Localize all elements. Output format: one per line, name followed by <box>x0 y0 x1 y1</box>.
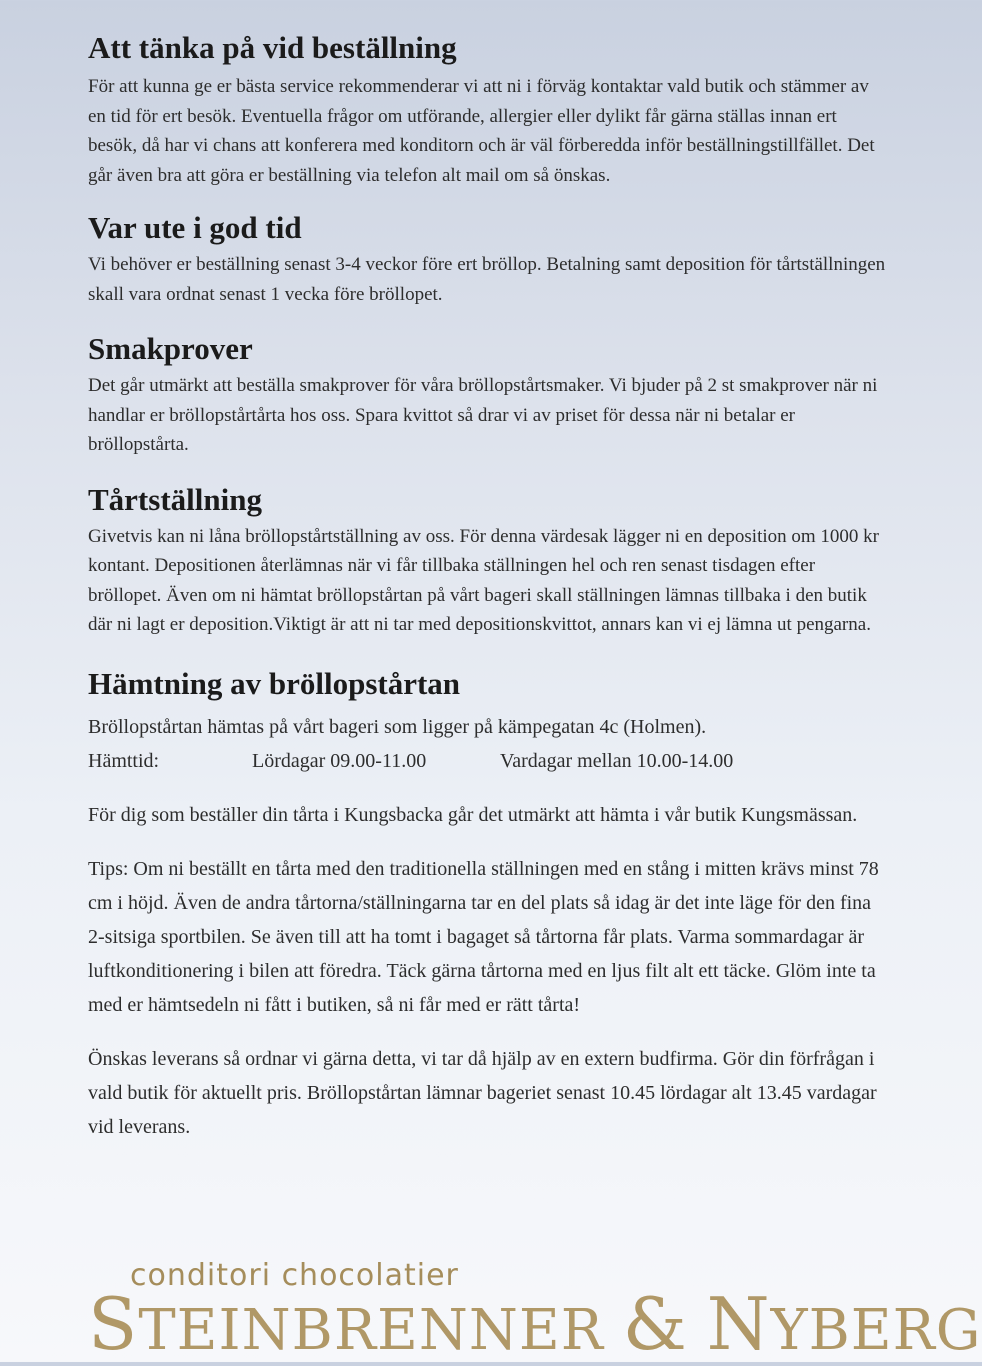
heading-tasting: Smakprover <box>88 331 253 366</box>
heading-in-good-time: Var ute i god tid <box>88 210 302 245</box>
paragraph-in-good-time: Vi behöver er beställning senast 3-4 veckor före ert bröllop. Betalning samt deposition för tårtställningen skall vara ordnat senast 1 vecka före bröllopet. <box>88 254 886 305</box>
paragraph-tips: Tips: Om ni beställt en tårta med den traditionella ställningen med en stång i mitten krävs minst 78 cm i höjd. Även de andra tårtorna/ställningarna tar en del plats så idag är det inte läge för den fina 2-sitsiga sportbilen. Se även till att ha tomt i bagaget så tårtorna får plats. Varma sommardagar är luftkonditionering i bilen att föredra. Täck gärna tårtorna med en ljus filt alt ett täcke. Glöm inte ta med er hämtsedeln ni fått i butiken, så ni får med er rätt tårta! <box>88 857 879 1016</box>
section-cake-stand <box>88 482 888 640</box>
pickup-hours-weekdays: Vardagar mellan 10.00-14.00 <box>500 749 734 772</box>
pickup-hours-label: Hämttid: <box>88 749 160 772</box>
section-in-good-time <box>88 210 888 309</box>
paragraph-kungsbacka: För dig som beställer din tårta i Kungsbacka går det utmärkt att hämta i vår butik Kungsmässan. <box>88 803 858 826</box>
pickup-hours-row <box>88 744 888 778</box>
brand-logo <box>88 1258 982 1366</box>
section-pickup <box>88 666 888 1144</box>
paragraph-pickup-location: Bröllopstårtan hämtas på vårt bageri som ligger på kämpegatan 4c (Holmen). <box>88 715 707 738</box>
paragraph-ordering: För att kunna ge er bästa service rekommenderar vi att ni i förväg kontaktar vald butik och stämmer av en tid för ert besök. Eventuella frågor om utförande, allergier eller dylikt får gärna ställas innan ert besök, då har vi chans att konferera med konditorn och är väl förberedda inför beställningstillfället. Det går även bra att göra er beställning via telefon alt mail om så önskas. <box>88 76 875 186</box>
document-body <box>88 30 888 1144</box>
heading-cake-stand: Tårtställning <box>88 481 262 517</box>
paragraph-delivery: Önskas leverans så ordnar vi gärna detta, vi tar då hjälp av en extern budfirma. Gör din förfrågan i vald butik för aktuellt pris. Bröllopstårtan lämnar bageriet senast 10.45 lördagar alt 13.45 vardagar vid leverans. <box>88 1047 877 1138</box>
section-ordering <box>88 30 888 190</box>
pickup-hours-saturday: Lördagar 09.00-11.00 <box>252 749 427 772</box>
logo-tagline: conditori chocolatier <box>130 1258 459 1293</box>
heading-pickup: Hämtning av bröllopstårtan <box>88 665 461 701</box>
paragraph-cake-stand: Givetvis kan ni låna bröllopstårtställning av oss. För denna värdesak lägger ni en deposition om 1000 kr kontant. Depositionen återlämnas när vi får tillbaka ställningen hel och ren senast tisdagen efter bröllopet. Även om ni hämtat bröllopstårtan på vårt bageri skall ställningen lämnas tillbaka i den butik där ni lagt er deposition.Viktigt är att ni tar med depositionskvittot, annars kan vi ej lämna ut pengarna. <box>88 525 879 635</box>
heading-ordering: Att tänka på vid beställning <box>88 30 457 65</box>
section-tasting <box>88 331 888 460</box>
paragraph-tasting: Det går utmärkt att beställa smakprover för våra bröllopstårtsmaker. Vi bjuder på 2 st smakprover när ni handlar er bröllopstårtårta hos oss. Spara kvittot så drar vi av priset för dessa när ni betalar er bröllopstårta. <box>88 375 878 455</box>
logo-wordmark: STEINBRENNER & NYBERG <box>88 1282 982 1366</box>
